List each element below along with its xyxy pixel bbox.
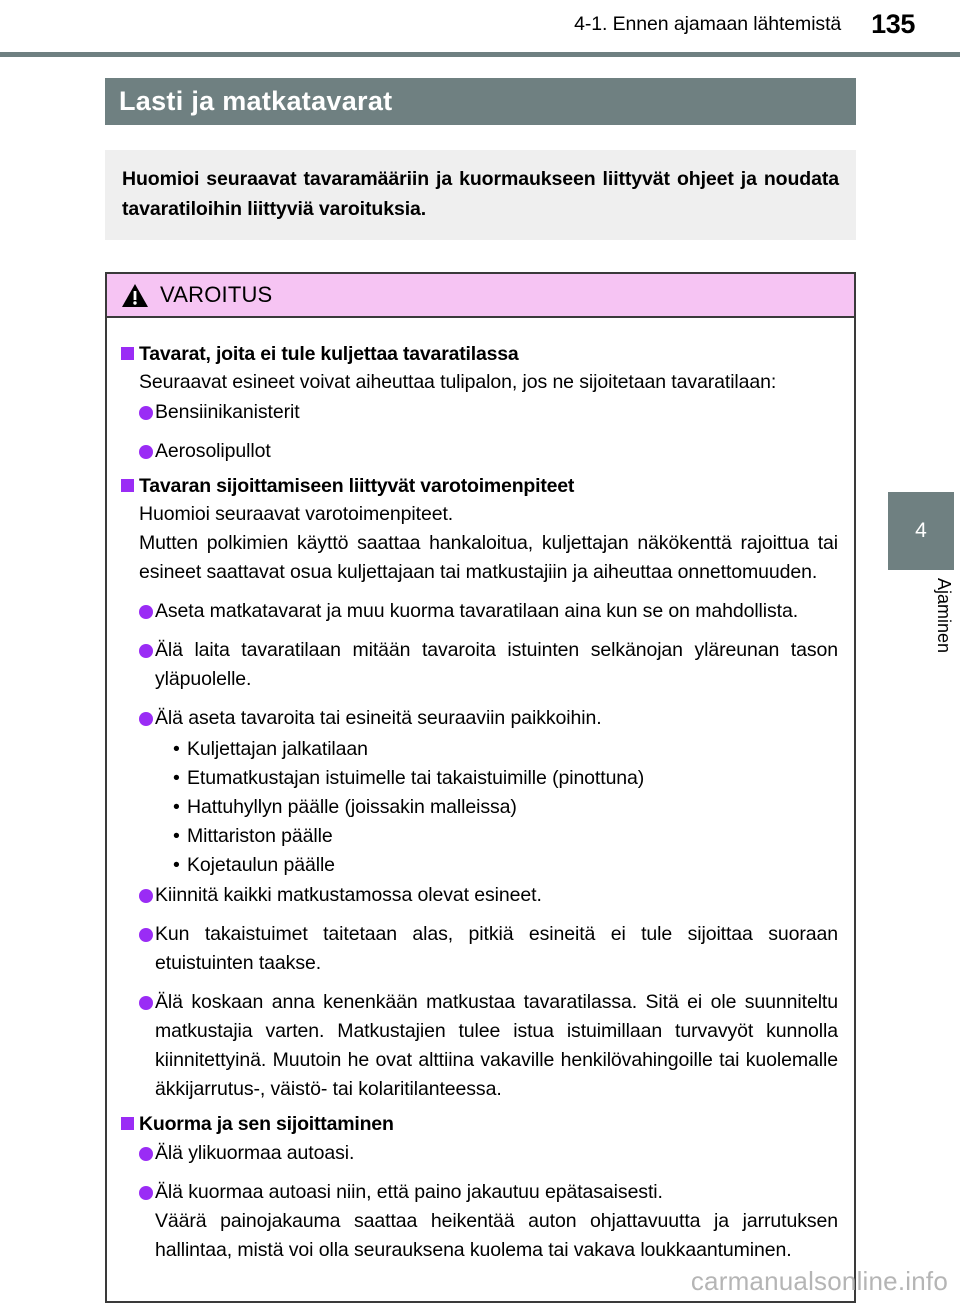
warning-body (107, 318, 854, 1301)
round-bullet-icon (139, 996, 153, 1010)
list-item-text: Kiinnitä kaikki matkustamossa olevat esineet. (155, 884, 542, 906)
warning-block (121, 1110, 838, 1265)
sub-list-item-text: Etumatkustajan istuimelle tai takaistuimille (pinottuna) (187, 767, 645, 789)
dot-bullet-icon: • (173, 854, 180, 876)
list-item (139, 1139, 838, 1168)
block-heading-text: Tavarat, joita ei tule kuljettaa tavaratilassa (139, 343, 519, 365)
list-item (139, 437, 838, 466)
list-item (139, 597, 838, 626)
square-bullet-icon (121, 347, 134, 360)
list-item (139, 704, 838, 733)
list-item-text: Älä laita tavaratilaan mitään tavaroita istuinten selkänojan yläreunan tason yläpuolelle. (155, 639, 838, 690)
list-item (139, 881, 838, 910)
list-item-text: Älä kuormaa autoasi niin, että paino jakautuu epätasaisesti. (155, 1181, 663, 1203)
list-item-text: Älä ylikuormaa autoasi. (155, 1142, 355, 1164)
list-item (139, 988, 838, 1104)
list-item-text: Bensiinikanisterit (155, 401, 300, 423)
page-content (105, 78, 856, 1303)
warning-header (107, 274, 854, 318)
list-item-text: Älä koskaan anna kenenkään matkustaa tavaratilassa. Sitä ei ole suunniteltu matkustajia varten. Matkustajien tulee istua istuimillaan turvavyöt kunnolla kiinnitettyinä. Muutoin he ovat alttiina vakaville henkilövahingoille tai kuolemalle äkkijarrutus-, väistö- tai kolaritilanteessa. (155, 991, 838, 1100)
warning-triangle-icon (121, 283, 149, 308)
sub-list-item (173, 851, 838, 880)
round-bullet-icon (139, 605, 153, 619)
block-paragraph: Mutten polkimien käyttö saattaa hankaloitua, kuljettajan näkökenttä rajoittua tai esineet saattavat osua kuljettajaan tai matkustajiin ja aiheuttaa onnettomuuden. (139, 532, 838, 583)
sub-list-item-text: Mittariston päälle (187, 825, 333, 847)
dot-bullet-icon: • (173, 738, 180, 760)
list-item-text: Älä aseta tavaroita tai esineitä seuraaviin paikkoihin. (155, 707, 602, 729)
intro-box (105, 150, 856, 240)
page-header (0, 0, 960, 48)
sub-list-item (173, 764, 838, 793)
sub-list-item (173, 793, 838, 822)
square-bullet-icon (121, 1117, 134, 1130)
round-bullet-icon (139, 644, 153, 658)
list-item (139, 920, 838, 978)
list-item (139, 398, 838, 427)
list-item-continuation: Väärä painojakauma saattaa heikentää auton ohjattavuutta ja jarrutuksen hallintaa, mistä voi olla seurauksena kuolema tai vakava loukkaantuminen. (155, 1210, 838, 1261)
round-bullet-icon (139, 445, 153, 459)
round-bullet-icon (139, 928, 153, 942)
chapter-tab-label (888, 578, 954, 653)
sub-list-item-text: Kuljettajan jalkatilaan (187, 738, 368, 760)
chapter-label-text: Ajaminen (934, 578, 954, 654)
section-title-bar (105, 78, 856, 125)
round-bullet-icon (139, 1186, 153, 1200)
round-bullet-icon (139, 712, 153, 726)
sub-list-item-text: Hattuhyllyn päälle (joissakin malleissa) (187, 796, 517, 818)
watermark: carmanualsonline.info (690, 1266, 948, 1296)
page-number: 135 (871, 8, 915, 39)
dot-bullet-icon: • (173, 796, 180, 818)
block-heading (121, 340, 838, 368)
list-item (139, 1178, 838, 1207)
round-bullet-icon (139, 889, 153, 903)
warning-box (105, 272, 856, 1303)
block-heading-text: Kuorma ja sen sijoittaminen (139, 1113, 394, 1135)
header-section-title: 4-1. Ennen ajamaan lähtemistä (574, 12, 842, 35)
dot-bullet-icon: • (173, 767, 180, 789)
sub-list (173, 735, 838, 880)
chapter-tab-number (888, 492, 954, 570)
intro-text: Huomioi seuraavat tavaramääriin ja kuormaukseen liittyvät ohjeet ja noudata tavaratiloihin liittyviä varoituksia. (122, 168, 839, 220)
list-item (139, 636, 838, 694)
sub-list-item (173, 822, 838, 851)
round-bullet-icon (139, 406, 153, 420)
square-bullet-icon (121, 479, 134, 492)
sub-list-item-text: Kojetaulun päälle (187, 854, 335, 876)
round-bullet-icon (139, 1147, 153, 1161)
sub-list-item (173, 735, 838, 764)
warning-block (121, 340, 838, 466)
warning-title: VAROITUS (160, 282, 273, 307)
list-item-text: Aseta matkatavarat ja muu kuorma tavaratilaan aina kun se on mahdollista. (155, 600, 799, 622)
block-paragraph: Huomioi seuraavat varotoimenpiteet. (139, 503, 454, 525)
block-heading (121, 1110, 838, 1138)
block-paragraph: Seuraavat esineet voivat aiheuttaa tulipalon, jos ne sijoitetaan tavaratilaan: (139, 371, 777, 393)
header-divider (0, 52, 960, 57)
block-heading-text: Tavaran sijoittamiseen liittyvät varotoimenpiteet (139, 475, 575, 497)
block-heading (121, 472, 838, 500)
chapter-number: 4 (915, 519, 927, 542)
list-item-text: Kun takaistuimet taitetaan alas, pitkiä esineitä ei tule sijoittaa suoraan etuistuinten taakse. (155, 923, 838, 974)
warning-block (121, 472, 838, 1104)
list-item-text: Aerosolipullot (155, 440, 271, 462)
section-title-text: Lasti ja matkatavarat (119, 86, 393, 116)
dot-bullet-icon: • (173, 825, 180, 847)
